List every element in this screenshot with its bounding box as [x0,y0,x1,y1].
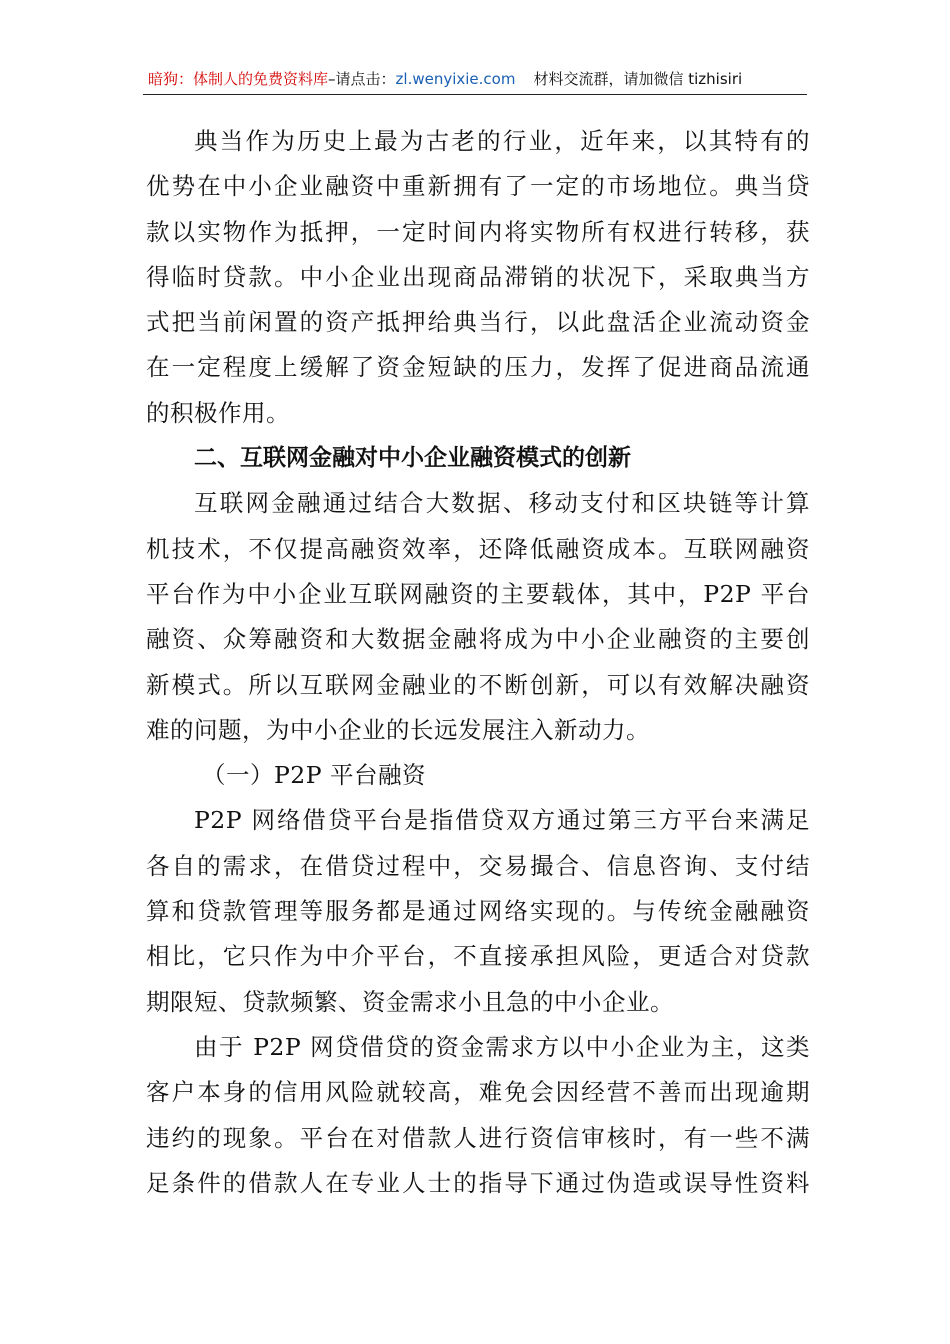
paragraph-line: 典当作为历史上最为古老的行业，近年来，以其特有的 [194,127,810,155]
document-body [146,119,810,1206]
paragraph-line: 期限短、贷款频繁、资金需求小且急的中小企业。 [146,987,674,1016]
section-heading: 二、互联网金融对中小企业融资模式的创新 [194,445,631,472]
paragraph-line: 各自的需求，在借贷过程中，交易撮合、信息咨询、支付结 [146,851,810,880]
paragraph-line: 式把当前闲置的资产抵押给典当行，以此盘活企业流动资金 [146,308,810,337]
paragraph-line: 新模式。所以互联网金融业的不断创新，可以有效解决融资 [146,670,810,699]
paragraph-line: 在一定程度上缓解了资金短缺的压力，发挥了促进商品流通 [146,353,810,382]
site-link[interactable]: zl.wenyixie.com [395,70,516,88]
paragraph-line: 机技术，不仅提高融资效率，还降低融资成本。互联网融资 [146,534,810,563]
paragraph-line: 平台作为中小企业互联网融资的主要载体，其中，P2P 平台 [146,579,810,608]
paragraph-line: 款以实物作为抵押，一定时间内将实物所有权进行转移，获 [146,217,810,246]
site-name: 暗狗：体制人的免费资料库 [148,70,329,88]
paragraph-line: 优势在中小企业融资中重新拥有了一定的市场地位。典当贷 [146,172,810,201]
paragraph-line: 难的问题，为中小企业的长远发展注入新动力。 [146,715,650,744]
paragraph-line: 由于 P2P 网贷借贷的资金需求方以中小企业为主，这类 [194,1032,810,1061]
paragraph-line: 客户本身的信用风险就较高，难免会因经营不善而出现逾期 [146,1078,810,1107]
page-header [148,66,806,92]
header-divider [143,94,807,95]
paragraph-line: 足条件的借款人在专业人士的指导下通过伪造或误导性资料 [146,1168,810,1197]
paragraph-line: 融资、众筹融资和大数据金融将成为中小企业融资的主要创 [146,625,810,654]
paragraph-line: 的积极作用。 [146,398,290,427]
paragraph-line: 算和贷款管理等服务都是通过网络实现的。与传统金融融资 [146,897,810,926]
paragraph-line: 互联网金融通过结合大数据、移动支付和区块链等计算 [194,489,810,518]
paragraph-line: 得临时贷款。中小企业出现商品滞销的状况下，采取典当方 [146,262,810,291]
paragraph-line: P2P 网络借贷平台是指借贷双方通过第三方平台来满足 [194,806,810,835]
link-prefix: –请点击： [328,70,396,88]
subsection-heading: （一）P2P 平台融资 [202,761,427,790]
paragraph-line: 相比，它只作为中介平台，不直接承担风险，更适合对贷款 [146,942,810,971]
paragraph-line: 违约的现象。平台在对借款人进行资信审核时，有一些不满 [146,1123,810,1152]
wechat-note: 材料交流群，请加微信 tizhisiri [533,70,743,88]
